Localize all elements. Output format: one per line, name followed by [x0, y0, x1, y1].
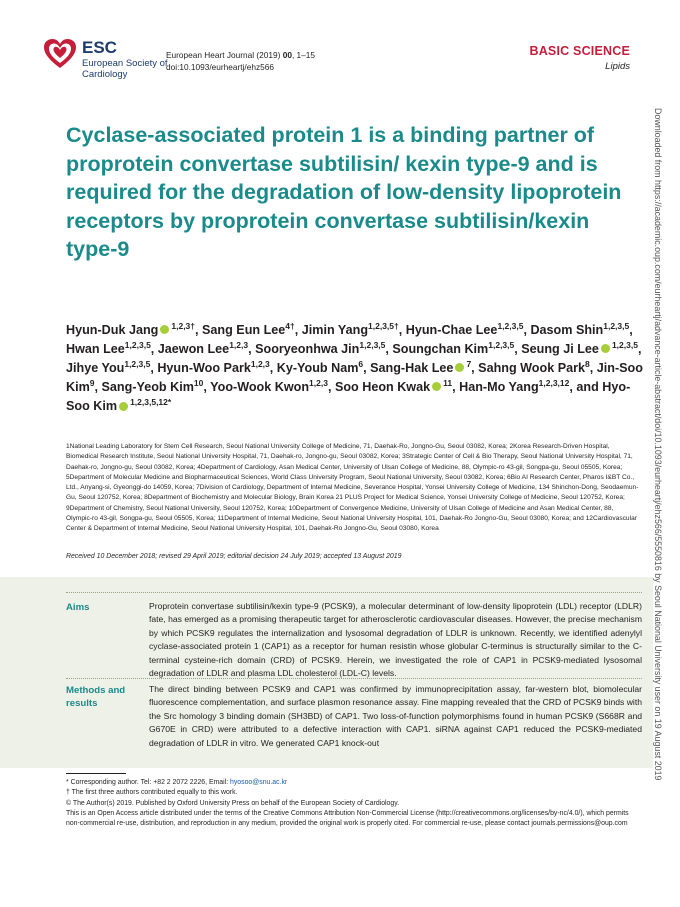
journal-name: European Heart Journal (2019) [166, 50, 281, 60]
author [157, 361, 269, 375]
author-name: Hyo-Soo Kim [66, 380, 631, 414]
author-name: Han-Mo Yang [459, 380, 539, 395]
author [301, 320, 399, 337]
download-notice-text: Downloaded from https://academic.oup.com/eurheartj/advance-article-abstract/doi/10.1093/eurheartj/ehz566/5550816 by Seoul National University user on 19 August 2019 [653, 108, 663, 781]
abstract-divider [66, 678, 642, 679]
author-affiliation-mark: 8 [585, 359, 590, 369]
structured-abstract [0, 577, 653, 768]
corresponding-author-label: * Corresponding author. Tel: +82 2 2072 2226, Email: [66, 779, 231, 786]
author-affiliation-mark: 1,2,3,12 [538, 378, 570, 389]
aims-label: Aims [66, 602, 90, 613]
author-affiliation-mark: 1,2,3,5 [611, 339, 638, 350]
author [459, 380, 569, 394]
section-heading [529, 44, 630, 72]
author-affiliation-mark: 1,2,3,5 [603, 320, 630, 331]
footnotes [66, 778, 641, 829]
author-affiliation-mark: 1,2,3,5 [359, 339, 386, 350]
author [102, 380, 204, 394]
section-sublabel: Lipids [605, 61, 630, 72]
author-name: Dasom Shin [530, 323, 604, 337]
author-name: Jimin Yang [301, 323, 369, 337]
author [66, 320, 196, 337]
author [210, 380, 328, 394]
author-affiliation-mark: 1,2,3,5 [124, 339, 151, 350]
author [392, 339, 515, 357]
journal-pages: , 1–15 [291, 50, 316, 60]
author-affiliation-mark: 1,2,3,5† [368, 320, 399, 331]
copyright: © The Author(s) 2019. Published by Oxford University Press on behalf of the European Society of Cardiology. [66, 799, 400, 807]
author [478, 361, 590, 375]
author-affiliation-mark: 1,2,3† [171, 320, 196, 331]
corresponding-author [66, 778, 641, 788]
download-notice [653, 108, 667, 898]
author-name: Ky-Youb Nam [276, 361, 359, 376]
corresponding-email[interactable]: hyosoo@snu.ac.kr [230, 779, 288, 786]
author [157, 339, 249, 357]
journal-doi: doi:10.1093/eurheartj/ehz566 [166, 61, 274, 72]
orcid-icon[interactable] [119, 402, 128, 411]
author-name: Hyun-Woo Park [157, 361, 251, 376]
esc-logo [42, 36, 168, 86]
author-name: Yoo-Wook Kwon [210, 380, 310, 395]
orcid-icon[interactable] [160, 325, 169, 334]
author [66, 361, 150, 375]
author [335, 380, 452, 394]
received-dates: Received 10 December 2018; revised 29 April 2019; editorial decision 24 July 2019; accepted 13 August 2019 [66, 553, 402, 560]
author-name: Seung Ji Lee [521, 342, 599, 357]
author [277, 361, 363, 375]
methods-label: Methods and results [66, 685, 126, 709]
author-list: Hyun-Duk Jang $^{1,2,3\dagger}$, Sang Eun Lee$^{4\dagger}$, Jimin Yang$^{1,2,3,5\dagger}$, Hyun-Chae Lee$^{1,2,3,5}$, Dasom Shin$^{1,2,3,5}$, Hwan Lee$^{1,2,3,5}$, Jaewon Lee$^{1,2,3}$, Sooryeonhwa Jin$^{1,2,3,5}$, Soungchan Kim$^{1,2,3,5}$, Seung Ji Lee $^{1,2,3,5}$, Jihye You$^{1,2,3,5}$, Hyun-Woo Park$^{1,2,3}$, Ky-Youb Nam$^6$, Sang-Hak Lee $^7$, Sahng Wook Park$^8$, Jin-Soo Kim$^9$, Sang-Yeob Kim$^{10}$, Yoo-Wook Kwon$^{1,2,3}$, Soo Heon Kwak $^{11}$, Han-Mo Yang$^{1,2,3,12}$, and Hyo-Soo Kim $^{1,2,3,5,12*}$ [66, 320, 643, 414]
abstract-divider [66, 592, 642, 593]
license-text: This is an Open Access article distributed under the terms of the Creative Commons Attribution Non-Commercial License (http://creativecommons.org/licenses/by-nc/4.0/), which permits non-commercial re-use, distribution, and reproduction in any medium, provided the original work is properly cited. For commercial re-use, please contact journals.permissions@oup.com [66, 809, 629, 828]
author-affiliation-mark: 6 [358, 359, 364, 369]
logo-society: European Society of Cardiology [82, 58, 168, 80]
author [66, 339, 151, 357]
author-name: Hyun-Chae Lee [405, 323, 498, 337]
author [370, 361, 471, 375]
author-name: Hyun-Duk Jang [66, 323, 159, 337]
author-affiliation-mark: 1,2,3 [250, 359, 270, 369]
author [202, 320, 295, 337]
journal-citation [166, 50, 315, 73]
heart-logo-icon [42, 36, 78, 72]
equal-contribution: † The first three authors contributed equally to this work. [66, 789, 238, 797]
author-name: Soo Heon Kwak [334, 380, 431, 395]
orcid-icon[interactable] [601, 344, 610, 353]
author-name: Sooryeonhwa Jin [255, 342, 360, 357]
author-name: Jin-Soo Kim [66, 361, 643, 395]
orcid-icon[interactable] [432, 382, 441, 391]
section-label: BASIC SCIENCE [529, 44, 630, 58]
author-affiliation-mark: 1,2,3 [309, 378, 328, 389]
author-affiliation-mark: 9 [89, 378, 95, 389]
author-name: Hwan Lee [66, 342, 125, 357]
author-name: Jihye You [66, 361, 125, 376]
author-affiliation-mark: 11 [443, 378, 453, 389]
methods-text: The direct binding between PCSK9 and CAP1 was confirmed by immunoprecipitation assay, far-western blot, biomolecular fluorescence complementation, and surface plasmon resonance assay. Fine mapping revealed that the CRD of PCSK9 binds with the Src homology 3 binding domain (SH3BD) of CAP1. Two loss-of-function polymorphisms found in human PCSK9 (S668R and G670E in CRD) were attributed to a defective interaction with CAP1. siRNA against CAP1 reduced the PCSK9-mediated degradation of LDLR in vitro. We generated CAP1 knock-out [149, 684, 642, 748]
aims-text: Proprotein convertase subtilisin/kexin type-9 (PCSK9), a molecular determinant of low-density lipoprotein (LDL) receptor (LDLR) fate, has emerged as a promising therapeutic target for atherosclerotic cardiovascular diseases. However, the precise mechanism by which PCSK9 regulates the internalization and lysosomal degradation of LDLR is unknown. Recently, we identified adenylyl cyclase-associated protein 1 (CAP1) as a receptor for human resistin whose globular C-terminus is structurally similar to the C-terminal cysteine-rich domain (CRD) of PCSK9. Herein, we investigated the role of CAP1 in PCSK9-mediated lysosomal degradation of LDLR and plasma LDL cholesterol (LDL-C) levels. [149, 601, 642, 679]
affiliations: 1National Leading Laboratory for Stem Cell Research, Seoul National University College of Medicine, 71, Daehak-Ro, Jongno-Gu, Seoul 03082, Korea; 2Korea Research-Driven Hospital, Biomedical Research Institute, Seoul National University Hospital, 71, Daehak-ro, Jongno-gu, Seoul 03082, Korea; 3Strategic Center of Cell & Bio Therapy, Seoul National University Hospital, 71, Daehak-ro, Jongno-gu, Seoul 03082, Korea; 4Department of Cardiology, Asan Medical Center, University of Ulsan College of Medicine, 88, Olympic-ro 43-gil, Songpa-gu, Seoul 05505, Korea; 5Department of Molecular Medicine and Biopharmaceutical Sciences, World Class University Program, Seoul National University, Seoul 03082, Korea; 6Bio AI Research Center, Pharos I&BT Co., Ltd., Anyang-si, Gyeonggi-do 14059, Korea; 7Division of Cardiology, Department of Internal Medicine, Severance Hospital, Yonsei University College of Medicine, 134 Shinchon-Dong, Seodaemun-Gu, Seoul 120752, Korea; 8Department of Biochemistry and Molecular Biology, Brain Korea 21 PLUS Project for Medical Science, Yonsei University College of Medicine, Seoul 120752, Korea; 9Department of Chemistry, Seoul National University, Seoul 120752, Korea; 10Department of Convergence Medicine, University of Ulsan College of Medicine and Asan Medical Center, 88, Olympic-ro 43-gil, Songpa-gu, Seoul 05505, Korea; 11Department of Internal Medicine, Seoul National University Hospital, 101, Daehak-Ro Jongno-Gu, Seoul 03080, Korea; and 12Cardiovascular Center & Department of Internal Medicine, Seoul National University Hospital, 101, Daehak-Ro Jongno-Gu, Seoul 03080, Korea [66, 443, 639, 533]
author-name: Sang Eun Lee [202, 323, 286, 337]
author-affiliation-mark: 1,2,3,5,12* [130, 397, 172, 408]
author [255, 339, 386, 357]
author-affiliation-mark: 4† [285, 320, 295, 331]
journal-volume: 00 [282, 50, 292, 60]
author-name: Sahng Wook Park [478, 361, 586, 376]
author-affiliation-mark: 7 [466, 359, 472, 369]
author [521, 339, 638, 357]
footnote-divider [66, 773, 126, 774]
article-title: Cyclase-associated protein 1 is a binding partner of proprotein convertase subtilisin/ kexin type-9 and is required for the degradation of low-density lipoprotein receptors by proprotein convertase subtilisin/kexin type-9 [66, 123, 622, 261]
logo-abbr: ESC [82, 38, 117, 57]
author-affiliation-mark: 1,2,3,5 [124, 359, 151, 369]
author-affiliation-mark: 1,2,3,5 [497, 320, 524, 331]
author [530, 320, 630, 337]
author [405, 320, 524, 337]
author-name: Sang-Hak Lee [370, 361, 454, 376]
author-affiliation-mark: 1,2,3 [229, 339, 249, 350]
author-name: Sang-Yeob Kim [101, 380, 194, 395]
author-name: Jaewon Lee [157, 342, 230, 357]
orcid-icon[interactable] [455, 363, 464, 372]
author-name: Soungchan Kim [392, 342, 489, 357]
author-affiliation-mark: 10 [193, 378, 204, 389]
author-affiliation-mark: 1,2,3,5 [488, 339, 515, 350]
